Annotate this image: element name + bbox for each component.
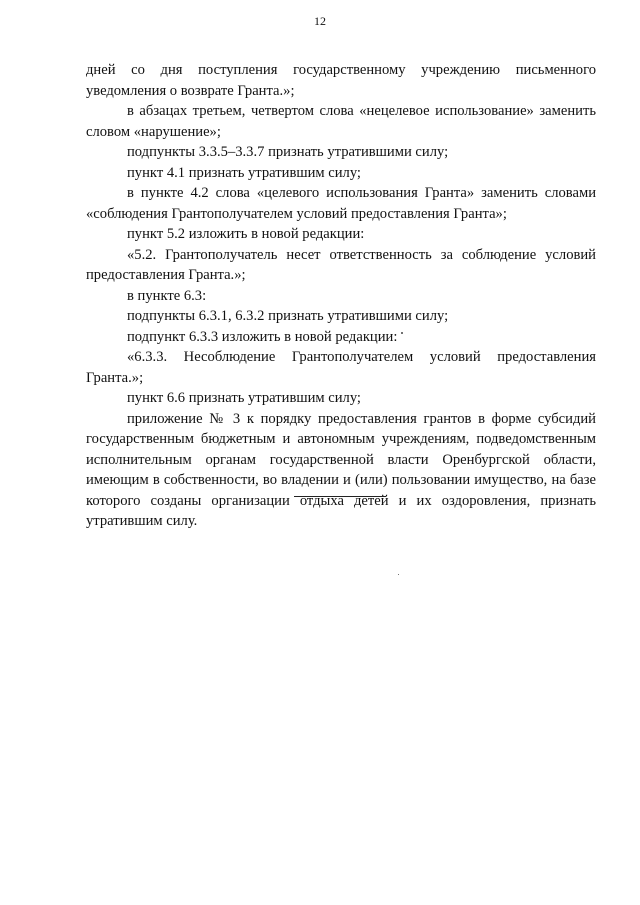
end-divider-line <box>294 496 386 497</box>
paragraph-1: дней со дня поступления государственному учреждению письменного уведомления о возврате Гранта.»; <box>86 62 596 99</box>
paragraph-8: в пункте 6.3: <box>127 287 207 304</box>
paragraph-2: в абзацах третьем, четвертом слова «нецелевое использование» заменить словом «нарушение»; <box>86 103 596 140</box>
paragraph-3: подпункты 3.3.5–3.3.7 признать утратившими силу; <box>127 144 449 160</box>
paragraph-5: в пункте 4.2 слова «целевого использования Гранта» заменить словами «соблюдения Грантополучателем условий предоставления Гранта»; <box>86 185 596 222</box>
paragraph-12: пункт 6.6 признать утратившим силу; <box>127 390 361 406</box>
scan-speck <box>398 574 399 575</box>
document-body <box>86 60 596 532</box>
page-number: 12 <box>314 14 326 28</box>
paragraph-6: пункт 5.2 изложить в новой редакции: <box>127 226 365 242</box>
paragraph-7: «5.2. Грантополучатель несет ответственность за соблюдение условий предоставления Гранта.»; <box>86 246 596 283</box>
paragraph-9: подпункты 6.3.1, 6.3.2 признать утратившими силу; <box>127 308 449 324</box>
paragraph-10: подпункт 6.3.3 изложить в новой редакции: <box>127 328 398 345</box>
paragraph-13: приложение № 3 к порядку предоставления грантов в форме субсидий государственным бюджетным и автономным учреждениям, подведомственным исполнительным органам государственной власти Оренбургской области, имеющим в собственности, во владении и (или) пользовании имущество, на базе которого созданы организации отдыха детей и их оздоровления, признать утратившим силу. <box>86 410 596 529</box>
paragraph-11: «6.3.3. Несоблюдение Грантополучателем условий предоставления Гранта.»; <box>86 349 596 386</box>
paragraph-4: пункт 4.1 признать утратившим силу; <box>127 164 361 181</box>
scan-speck <box>401 332 403 334</box>
